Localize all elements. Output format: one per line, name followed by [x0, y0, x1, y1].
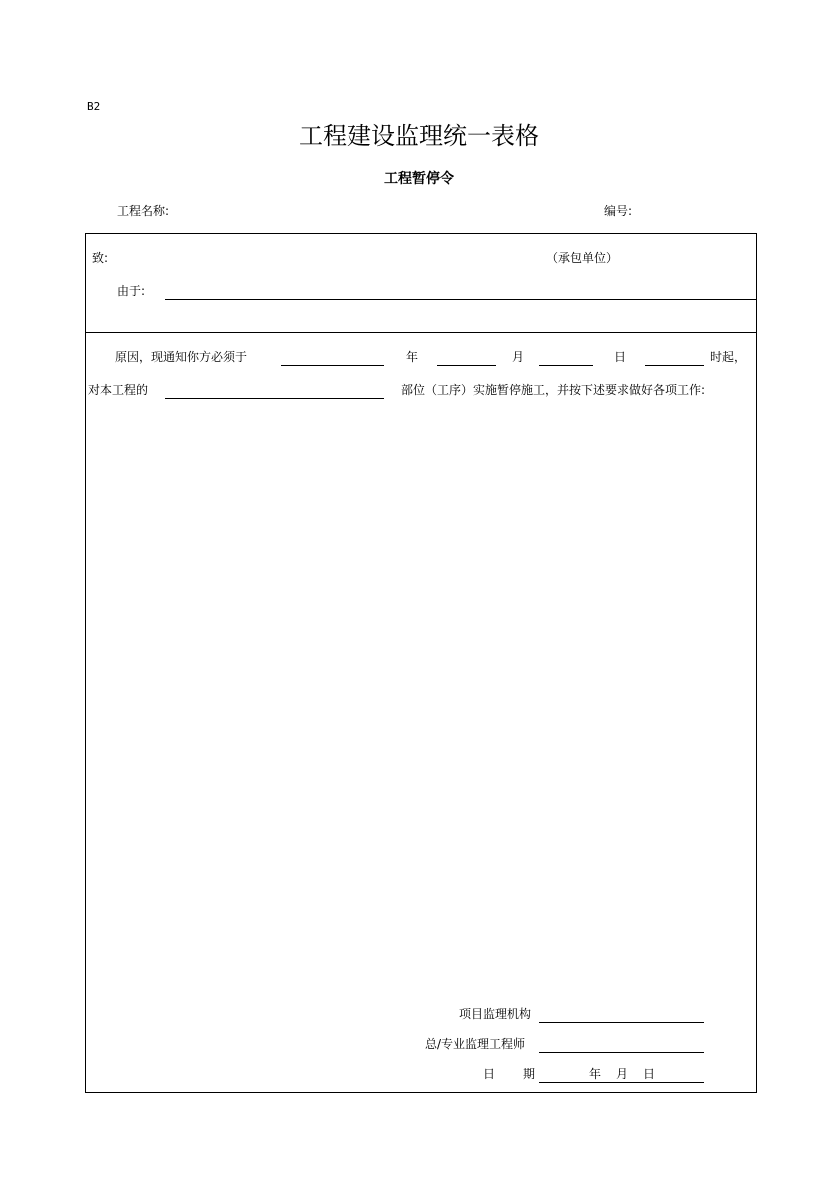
from-time-label: 时起， [710, 350, 747, 364]
time-input-line[interactable] [645, 365, 704, 366]
year-label: 年 [406, 350, 419, 364]
date-input-line[interactable] [539, 1082, 704, 1083]
to-label: 致: [92, 251, 109, 265]
reason-prefix: 原因，现通知你方必须于 [115, 350, 248, 364]
day-input-line[interactable] [539, 365, 593, 366]
due-to-input-line[interactable] [165, 299, 757, 300]
line2-suffix: 部位（工序）实施暂停施工，并按下述要求做好各项工作: [401, 383, 706, 397]
month-input-line[interactable] [437, 365, 496, 366]
year-input-line[interactable] [281, 365, 384, 366]
engineer-signature-line[interactable] [539, 1052, 704, 1053]
form-code: B2 [87, 100, 101, 113]
supervision-agency-label: 项目监理机构 [459, 1007, 532, 1021]
due-to-label: 由于: [117, 284, 146, 298]
date-label-qi: 期 [523, 1067, 536, 1081]
day-label: 日 [614, 350, 627, 364]
serial-number-label: 编号: [604, 204, 633, 218]
month-label: 月 [512, 350, 525, 364]
line2-prefix: 对本工程的 [88, 383, 149, 397]
form-subtitle: 工程暂停令 [384, 171, 454, 187]
sign-date-year: 年 [589, 1067, 602, 1081]
chief-engineer-label: 总/专业监理工程师 [425, 1037, 526, 1051]
agency-signature-line[interactable] [539, 1022, 704, 1023]
date-label-ri: 日 [483, 1067, 496, 1081]
sign-date-day: 日 [643, 1067, 656, 1081]
project-name-label: 工程名称: [117, 204, 170, 218]
sign-date-month: 月 [616, 1067, 629, 1081]
part-input-line[interactable] [165, 398, 384, 399]
section-divider [85, 332, 757, 333]
contractor-hint: （承包单位） [546, 251, 619, 265]
page-title: 工程建设监理统一表格 [299, 122, 539, 150]
